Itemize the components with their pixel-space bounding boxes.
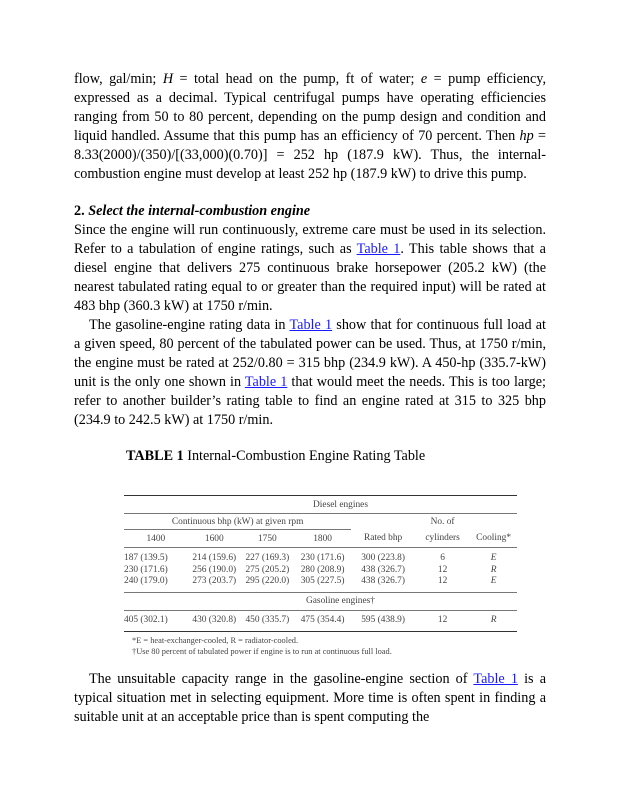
gasoline-engines-title: Gasoline engines† (124, 592, 517, 610)
table-row: 240 (179.0) 273 (203.7) 295 (220.0) 305 (227.5) 438 (326.7) 12 E (124, 576, 517, 592)
table-1-link[interactable]: Table 1 (244, 374, 288, 390)
column-header-rated-bhp: Rated bhp (351, 530, 415, 548)
column-header-cooling: Cooling* (470, 530, 517, 548)
paragraph-gasoline-rating: The gasoline-engine rating data in Table 1 show that for continuous full load at a given speed, 80 percent of the tabulated power can be used. Thus, at 1750 r/min, the engine must be rated at 252/0.80 = 315 bhp (234.9 kW). A 450-hp (335.7-kW) unit is the only one shown in Table 1 that would meet the needs. This is too large; refer to another builder’s rating table to find an engine rated at 315 to 325 bhp (234.9 to 242.5 kW) at 1750 r/min. (74, 317, 547, 428)
table-caption: TABLE 1 Internal-Combustion Engine Rating Table (126, 448, 426, 464)
column-header-cylinders: cylinders (415, 530, 470, 548)
column-header-1400: 1400 (124, 530, 188, 548)
symbol-H: H (162, 71, 174, 87)
engine-rating-table (124, 495, 517, 657)
column-header-1600: 1600 (188, 530, 241, 548)
column-header-1800: 1800 (294, 530, 351, 548)
table-row: 230 (171.6) 256 (190.0) 275 (205.2) 280 (208.9) 438 (326.7) 12 R (124, 564, 497, 575)
paragraph-unsuitable-range: The unsuitable capacity range in the gasoline-engine section of Table 1 is a typical situation met in selecting equipment. More time is often spent in finding a suitable unit at an acceptable price than is spent computing the (74, 671, 546, 725)
footnote-cooling: *E = heat-exchanger-cooled, R = radiator-cooled. (132, 635, 299, 645)
step-2-heading: 2. Select the internal-combustion engine (74, 203, 311, 219)
symbol-hp: hp (519, 128, 534, 144)
table-1-link[interactable]: Table 1 (356, 241, 401, 257)
table-1-link[interactable]: Table 1 (289, 317, 333, 333)
footnote-gasoline: †Use 80 percent of tabulated power if engine is to run at continuous full load. (132, 646, 392, 656)
table-1-link[interactable]: Table 1 (473, 671, 518, 687)
document-body (74, 70, 546, 466)
table-row: 405 (302.1) 430 (320.8) 450 (335.7) 475 (354.4) 595 (438.9) 12 R (124, 610, 517, 631)
column-header-1750: 1750 (241, 530, 294, 548)
table-row: 187 (139.5) 214 (159.6) 227 (169.3) 230 (171.6) 300 (223.8) 6 E (124, 553, 497, 563)
closing-section (74, 670, 546, 727)
paragraph-engine-selection: Since the engine will run continuously, extreme care must be used in its selection. Refer to a tabulation of engine ratings, such as Table 1. This table shows that a diesel engine that delivers 275 continuous brake horsepower (205.2 kW) (the nearest tabulated rating equal to or greater than the required input) will be rated at 483 bhp (360.3 kW) at 1750 r/min. (74, 222, 546, 314)
symbol-e: e (420, 71, 428, 87)
table-footnotes (124, 635, 517, 657)
diesel-engines-title: Diesel engines (124, 496, 517, 514)
no-of-label: No. of (430, 516, 455, 527)
paragraph-pump-efficiency: flow, gal/min; H = total head on the pump, ft of water; e = pump efficiency, expressed as a decimal. Typical centrifugal pumps have operating efficiencies ranging from 50 to 80 percent, depending on the pump design and condition and liquid handled. Assume that this pump has an efficiency of 70 percent. Then hp = 8.33(2000)/(350)/[(33,000)(0.70)] = 252 hp (187.9 kW). Thus, the internal-combustion engine must develop at least 252 hp (187.9 kW) to drive this pump. (74, 71, 546, 182)
rating-table (124, 495, 517, 632)
continuous-bhp-title: Continuous bhp (kW) at given rpm (124, 514, 351, 530)
